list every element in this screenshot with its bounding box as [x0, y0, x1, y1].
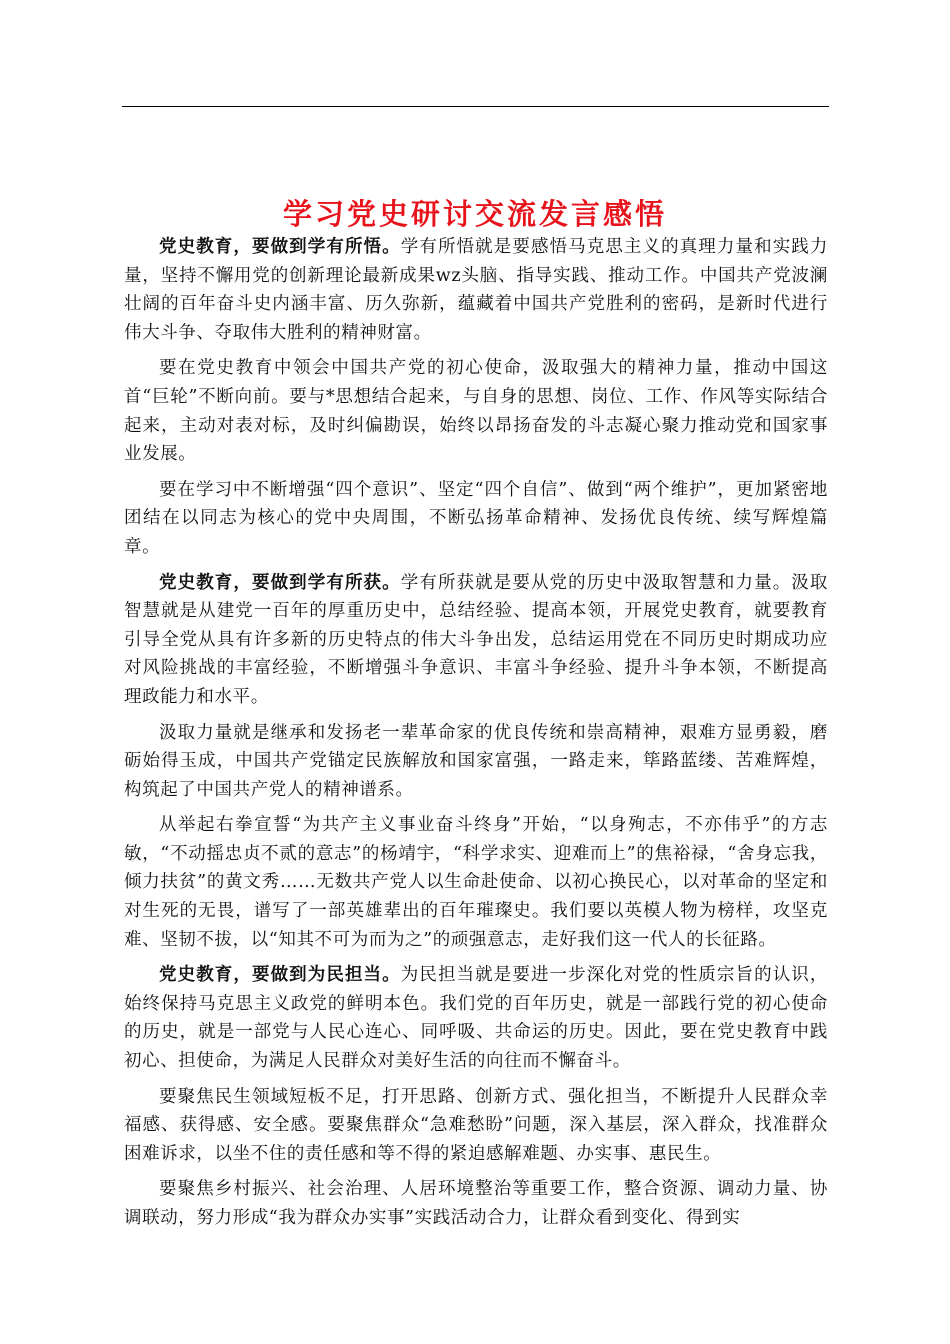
- paragraph: [124, 233, 828, 347]
- paragraph: [124, 961, 828, 1075]
- document-body: [124, 233, 828, 1240]
- paragraph: [124, 476, 828, 562]
- paragraph-text: 要聚焦民生领域短板不足，打开思路、创新方式、强化担当，不断提升人民群众幸福感、获得感、安全感。要聚焦群众“急难愁盼”问题，深入基层，深入群众，找准群众困难诉求，以坐不住的责任感和等不得的紧迫感解难题、办实事、惠民生。: [124, 1086, 828, 1164]
- paragraph-lead: 党史教育，要做到学有所悟。: [159, 237, 401, 257]
- paragraph: [124, 1175, 828, 1232]
- paragraph-text: 要在党史教育中领会中国共产党的初心使命，汲取强大的精神力量，推动中国这首“巨轮”不断向前。要与*思想结合起来，与自身的思想、岗位、工作、作风等实际结合起来，主动对表对标，及时纠偏勘误，始终以昂扬奋发的斗志凝心聚力推动党和国家事业发展。: [124, 358, 828, 465]
- paragraph: [124, 569, 828, 712]
- paragraph-lead: 党史教育，要做到学有所获。: [159, 572, 401, 593]
- paragraph: [124, 811, 828, 954]
- header-rule: [122, 106, 829, 107]
- paragraph: [124, 1083, 828, 1169]
- paragraph: [124, 719, 828, 805]
- paragraph-text: 要聚焦乡村振兴、社会治理、人居环境整治等重要工作，整合资源、调动力量、协调联动，努力形成“我为群众办实事”实践活动合力，让群众看到变化、得到实: [124, 1179, 828, 1228]
- paragraph-text: 从举起右拳宣誓“为共产主义事业奋斗终身”开始，“以身殉志，不亦伟乎”的方志敏，“不动摇忠贞不贰的意志”的杨靖宇，“科学求实、迎难而上”的焦裕禄，“舍身忘我，倾力扶贫”的黄文秀……无数共产党人以生命赴使命、以初心换民心，以对革命的坚定和对生死的无畏，谱写了一部英雄辈出的百年璀璨史。我们要以英模人物为榜样，攻坚克难、坚韧不拔，以“知其不可为而为之”的顽强意志，走好我们这一代人的长征路。: [124, 815, 828, 950]
- paragraph: [124, 354, 828, 468]
- paragraph-text: 学有所获就是要从党的历史中汲取智慧和力量。汲取智慧就是从建党一百年的厚重历史中，总结经验、提高本领，开展党史教育，就要教育引导全党从具有许多新的历史特点的伟大斗争出发，总结运用党在不同历史时期成功应对风险挑战的丰富经验，不断增强斗争意识、丰富斗争经验、提升斗争本领，不断提高理政能力和水平。: [124, 572, 828, 707]
- document-title: 学习党史研讨交流发言感悟: [282, 197, 667, 231]
- paragraph-text: 要在学习中不断增强“四个意识”、坚定“四个自信”、做到“两个维护”，更加紧密地团结在以同志为核心的党中央周围，不断弘扬革命精神、发扬优良传统、续写辉煌篇章。: [124, 479, 828, 557]
- paragraph-text: 为民担当就是要进一步深化对党的性质宗旨的认识，始终保持马克思主义政党的鲜明本色。我们党的百年历史，就是一部践行党的初心使命的历史，就是一部党与人民心连心、同呼吸、共命运的历史。因此，要在党史教育中践初心、担使命，为满足人民群众对美好生活的向往而不懈奋斗。: [124, 965, 828, 1072]
- paragraph-text: 学有所悟就是要感悟马克思主义的真理力量和实践力量，坚持不懈用党的创新理论最新成果wz头脑、指导实践、推动工作。中国共产党波澜壮阔的百年奋斗史内涵丰富、历久弥新，蕴藏着中国共产党胜利的密码，是新时代进行伟大斗争、夺取伟大胜利的精神财富。: [124, 237, 828, 343]
- paragraph-lead: 党史教育，要做到为民担当。: [159, 965, 401, 986]
- paragraph-text: 汲取力量就是继承和发扬老一辈革命家的优良传统和崇高精神，艰难方显勇毅，磨砺始得玉成，中国共产党锚定民族解放和国家富强，一路走来，筚路蓝缕、苦难辉煌，构筑起了中国共产党人的精神谱系。: [124, 722, 828, 800]
